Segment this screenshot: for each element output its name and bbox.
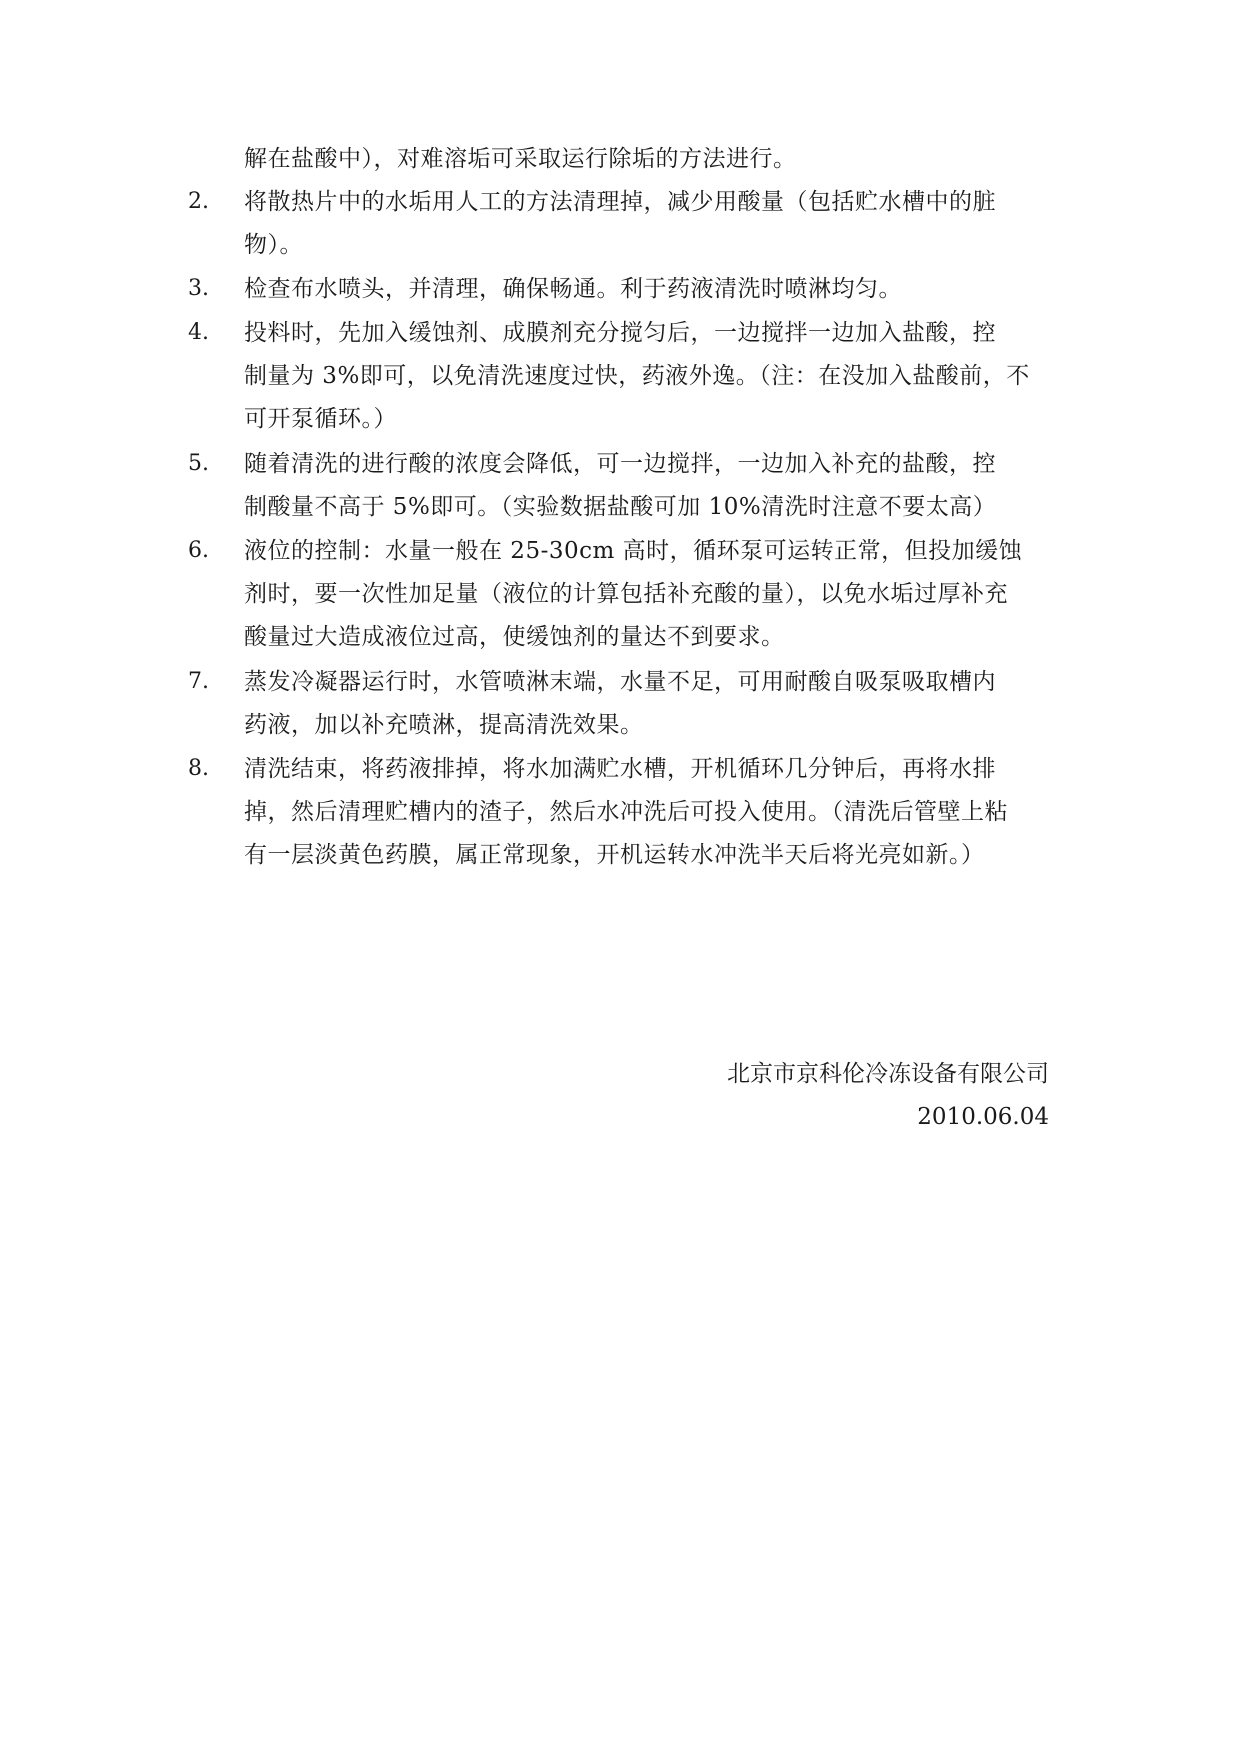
list-item-6-line-3: 酸量过大造成液位过高，使缓蚀剂的量达不到要求。 — [244, 624, 785, 650]
list-item-number-3: 3. — [188, 276, 209, 301]
list-item-5-line-2: 制酸量不高于 5%即可。（实验数据盐酸可加 10%清洗时注意不要太高） — [244, 494, 997, 520]
list-item-8-line-2: 掉，然后清理贮槽内的渣子，然后水冲洗后可投入使用。（清洗后管壁上粘 — [244, 799, 1008, 825]
continuation-line: 解在盐酸中），对难溶垢可采取运行除垢的方法进行。 — [244, 146, 797, 172]
list-item-4-line-3: 可开泵循环。） — [244, 406, 397, 432]
list-item-4-line-1: 投料时，先加入缓蚀剂、成膜剂充分搅匀后，一边搅拌一边加入盐酸，控 — [244, 320, 996, 346]
list-item-3-line-1: 检查布水喷头，并清理，确保畅通。利于药液清洗时喷淋均匀。 — [244, 276, 902, 302]
list-item-6-line-2: 剂时，要一次性加足量（液位的计算包括补充酸的量），以免水垢过厚补充 — [244, 581, 1008, 607]
list-item-number-7: 7. — [188, 669, 209, 694]
list-item-number-2: 2. — [188, 189, 209, 214]
list-item-7-line-2: 药液，加以补充喷淋，提高清洗效果。 — [244, 712, 644, 738]
list-item-8-line-1: 清洗结束，将药液排掉，将水加满贮水槽，开机循环几分钟后，再将水排 — [244, 756, 996, 782]
list-item-number-4: 4. — [188, 320, 209, 345]
list-item-number-6: 6. — [188, 538, 209, 563]
list-item-4-line-2: 制量为 3%即可，以免清洗速度过快，药液外逸。（注：在没加入盐酸前，不 — [244, 363, 1030, 389]
list-item-number-8: 8. — [188, 756, 209, 781]
list-item-number-5: 5. — [188, 451, 209, 476]
list-item-8-line-3: 有一层淡黄色药膜，属正常现象，开机运转水冲洗半天后将光亮如新。） — [244, 842, 985, 868]
signature-company: 北京市京科伦冷冻设备有限公司 — [727, 1061, 1049, 1087]
list-item-2-line-2: 物）。 — [244, 232, 303, 258]
signature-date: 2010.06.04 — [917, 1104, 1049, 1130]
list-item-7-line-1: 蒸发冷凝器运行时，水管喷淋末端，水量不足，可用耐酸自吸泵吸取槽内 — [244, 669, 996, 695]
list-item-2-line-1: 将散热片中的水垢用人工的方法清理掉，减少用酸量（包括贮水槽中的脏 — [244, 189, 996, 215]
list-item-5-line-1: 随着清洗的进行酸的浓度会降低，可一边搅拌，一边加入补充的盐酸，控 — [244, 451, 996, 477]
list-item-6-line-1: 液位的控制：水量一般在 25-30cm 高时，循环泵可运转正常，但投加缓蚀 — [244, 538, 1023, 564]
